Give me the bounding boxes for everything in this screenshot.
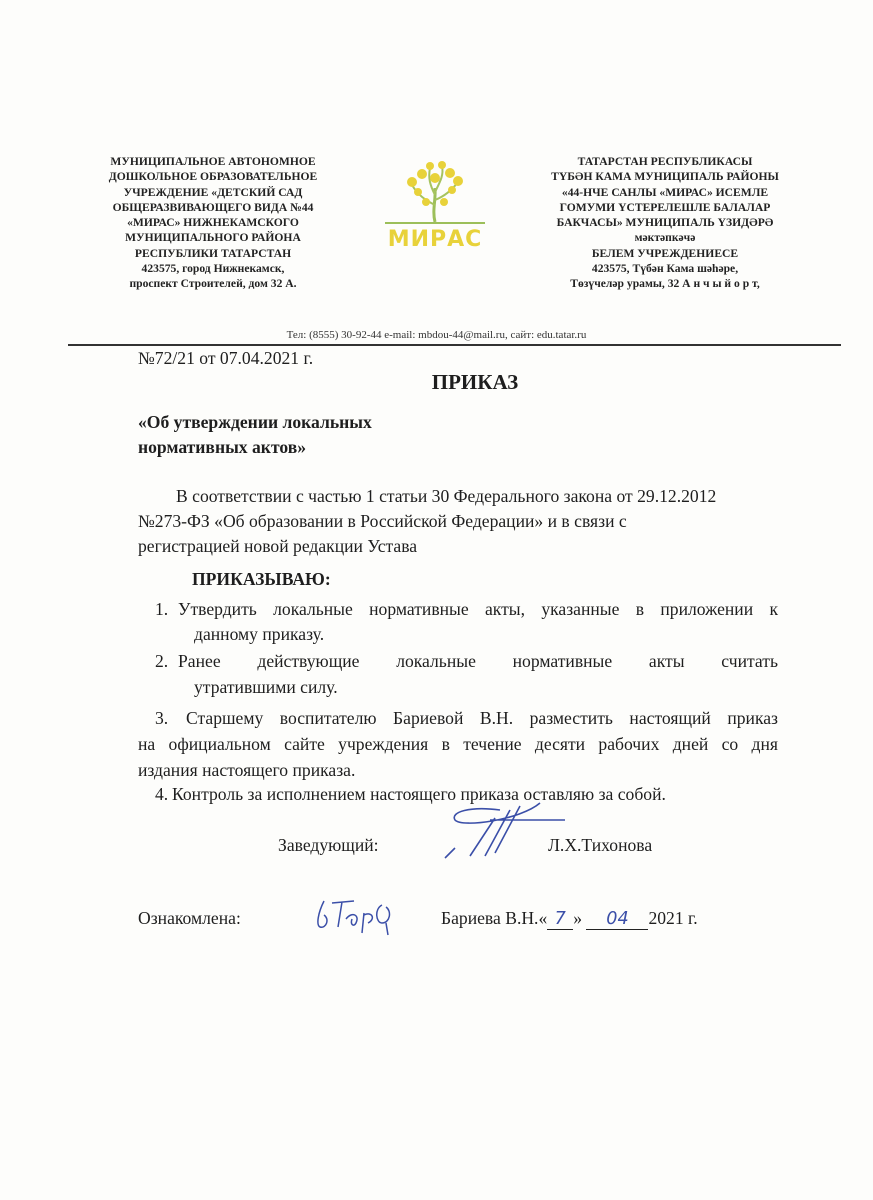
order-heading: ПРИКАЗЫВАЮ:	[192, 569, 331, 589]
ack-month: 04	[586, 909, 648, 930]
item-line: издания настоящего приказа.	[138, 760, 356, 780]
institution-header-tatar	[525, 154, 805, 292]
item-number: 4.	[155, 784, 169, 804]
preamble-line: регистрацией новой редакции Устава	[138, 536, 418, 556]
header-line: проспект Строителей, дом 32 А.	[129, 277, 297, 291]
order-number: №72/21 от 07.04.2021 г.	[138, 348, 314, 368]
item-line: Ранее действующие локальные нормативные акты считать	[178, 651, 778, 671]
acknowledged-person: Бариева В.Н.«	[441, 908, 548, 928]
item-line: Контроль за исполнением настоящего приказа оставляю за собой.	[172, 784, 666, 804]
header-line: ТАТАРСТАН РЕСПУБЛИКАСЫ	[577, 155, 753, 168]
ack-day: 7	[547, 909, 573, 930]
item-line: Старшему воспитателю Бариевой В.Н. разместить настоящий приказ	[186, 708, 778, 728]
signatory-name: Л.Х.Тихонова	[548, 835, 653, 855]
header-line: ДОШКОЛЬНОЕ ОБРАЗОВАТЕЛЬНОЕ	[108, 170, 318, 184]
institution-header-russian	[73, 154, 353, 292]
contact-line: Тел: (8555) 30-92-44 e-mail: mbdou-44@mail.ru, сайт: edu.tatar.ru	[286, 329, 587, 341]
header-divider	[68, 344, 841, 346]
acknowledgement-signature	[312, 893, 412, 938]
ack-quote: »	[573, 908, 583, 928]
item-line: на официальном сайте учреждения в течение десяти рабочих дней со дня	[138, 734, 778, 754]
header-line: МУНИЦИПАЛЬНОГО РАЙОНА	[125, 231, 301, 245]
preamble-line: №273-ФЗ «Об образовании в Российской Федерации» и в связи с	[138, 511, 627, 531]
item-number: 1.	[155, 599, 169, 619]
miras-logo	[380, 160, 490, 250]
item-line: утратившими силу.	[194, 677, 338, 697]
preamble-line: В соответствии с частью 1 статьи 30 Федерального закона от 29.12.2012	[176, 486, 717, 506]
signatory-role: Заведующий:	[278, 835, 379, 855]
item-line: Утвердить локальные нормативные акты, указанные в приложении к	[178, 599, 778, 619]
header-line: мәктәпкәчә	[634, 231, 696, 245]
header-line: МУНИЦИПАЛЬНОЕ АВТОНОМНОЕ	[110, 155, 316, 168]
header-line: Төзүчеләр урамы, 32 А н ч ы й о р т,	[570, 277, 760, 291]
header-line: «МИРАС» НИЖНЕКАМСКОГО	[127, 216, 299, 230]
item-number: 2.	[155, 651, 169, 671]
document-title: ПРИКАЗ	[431, 370, 519, 394]
header-line: ТҮБӘН КАМА МУНИЦИПАЛЬ РАЙОНЫ	[551, 170, 779, 184]
acknowledged-name	[441, 908, 698, 930]
item-number: 3.	[155, 708, 169, 728]
header-line: БАКЧАСЫ» МУНИЦИПАЛЬ ҮЗИДӘРӘ	[556, 216, 774, 230]
header-line: «44-НЧЕ САНЛЫ «МИРАС» ИСЕМЛЕ	[561, 185, 769, 199]
item-line: данному приказу.	[194, 624, 325, 644]
subject-line: «Об утверждении локальных	[138, 412, 372, 432]
header-line: УЧРЕЖДЕНИЕ «ДЕТСКИЙ САД	[123, 185, 303, 199]
ack-year: 2021 г.	[648, 908, 698, 928]
header-line: БЕЛЕМ УЧРЕЖДЕНИЕСЕ	[591, 246, 739, 260]
header-line: 423575, город Нижнекамск,	[141, 262, 285, 276]
header-line: РЕСПУБЛИКИ ТАТАРСТАН	[134, 246, 292, 260]
header-line: ГОМУМИ ҮСТЕРЕЛЕШЛЕ БАЛАЛАР	[559, 200, 771, 214]
acknowledged-label: Ознакомлена:	[138, 908, 241, 928]
header-line: 423575, Түбән Кама шәһәре,	[591, 262, 739, 276]
subject-line: нормативных актов»	[138, 437, 307, 457]
header-line: ОБЩЕРАЗВИВАЮЩЕГО ВИДА №44	[112, 200, 314, 214]
svg-text:МИРАС: МИРАС	[387, 227, 483, 250]
tree-logo-icon	[380, 160, 490, 250]
